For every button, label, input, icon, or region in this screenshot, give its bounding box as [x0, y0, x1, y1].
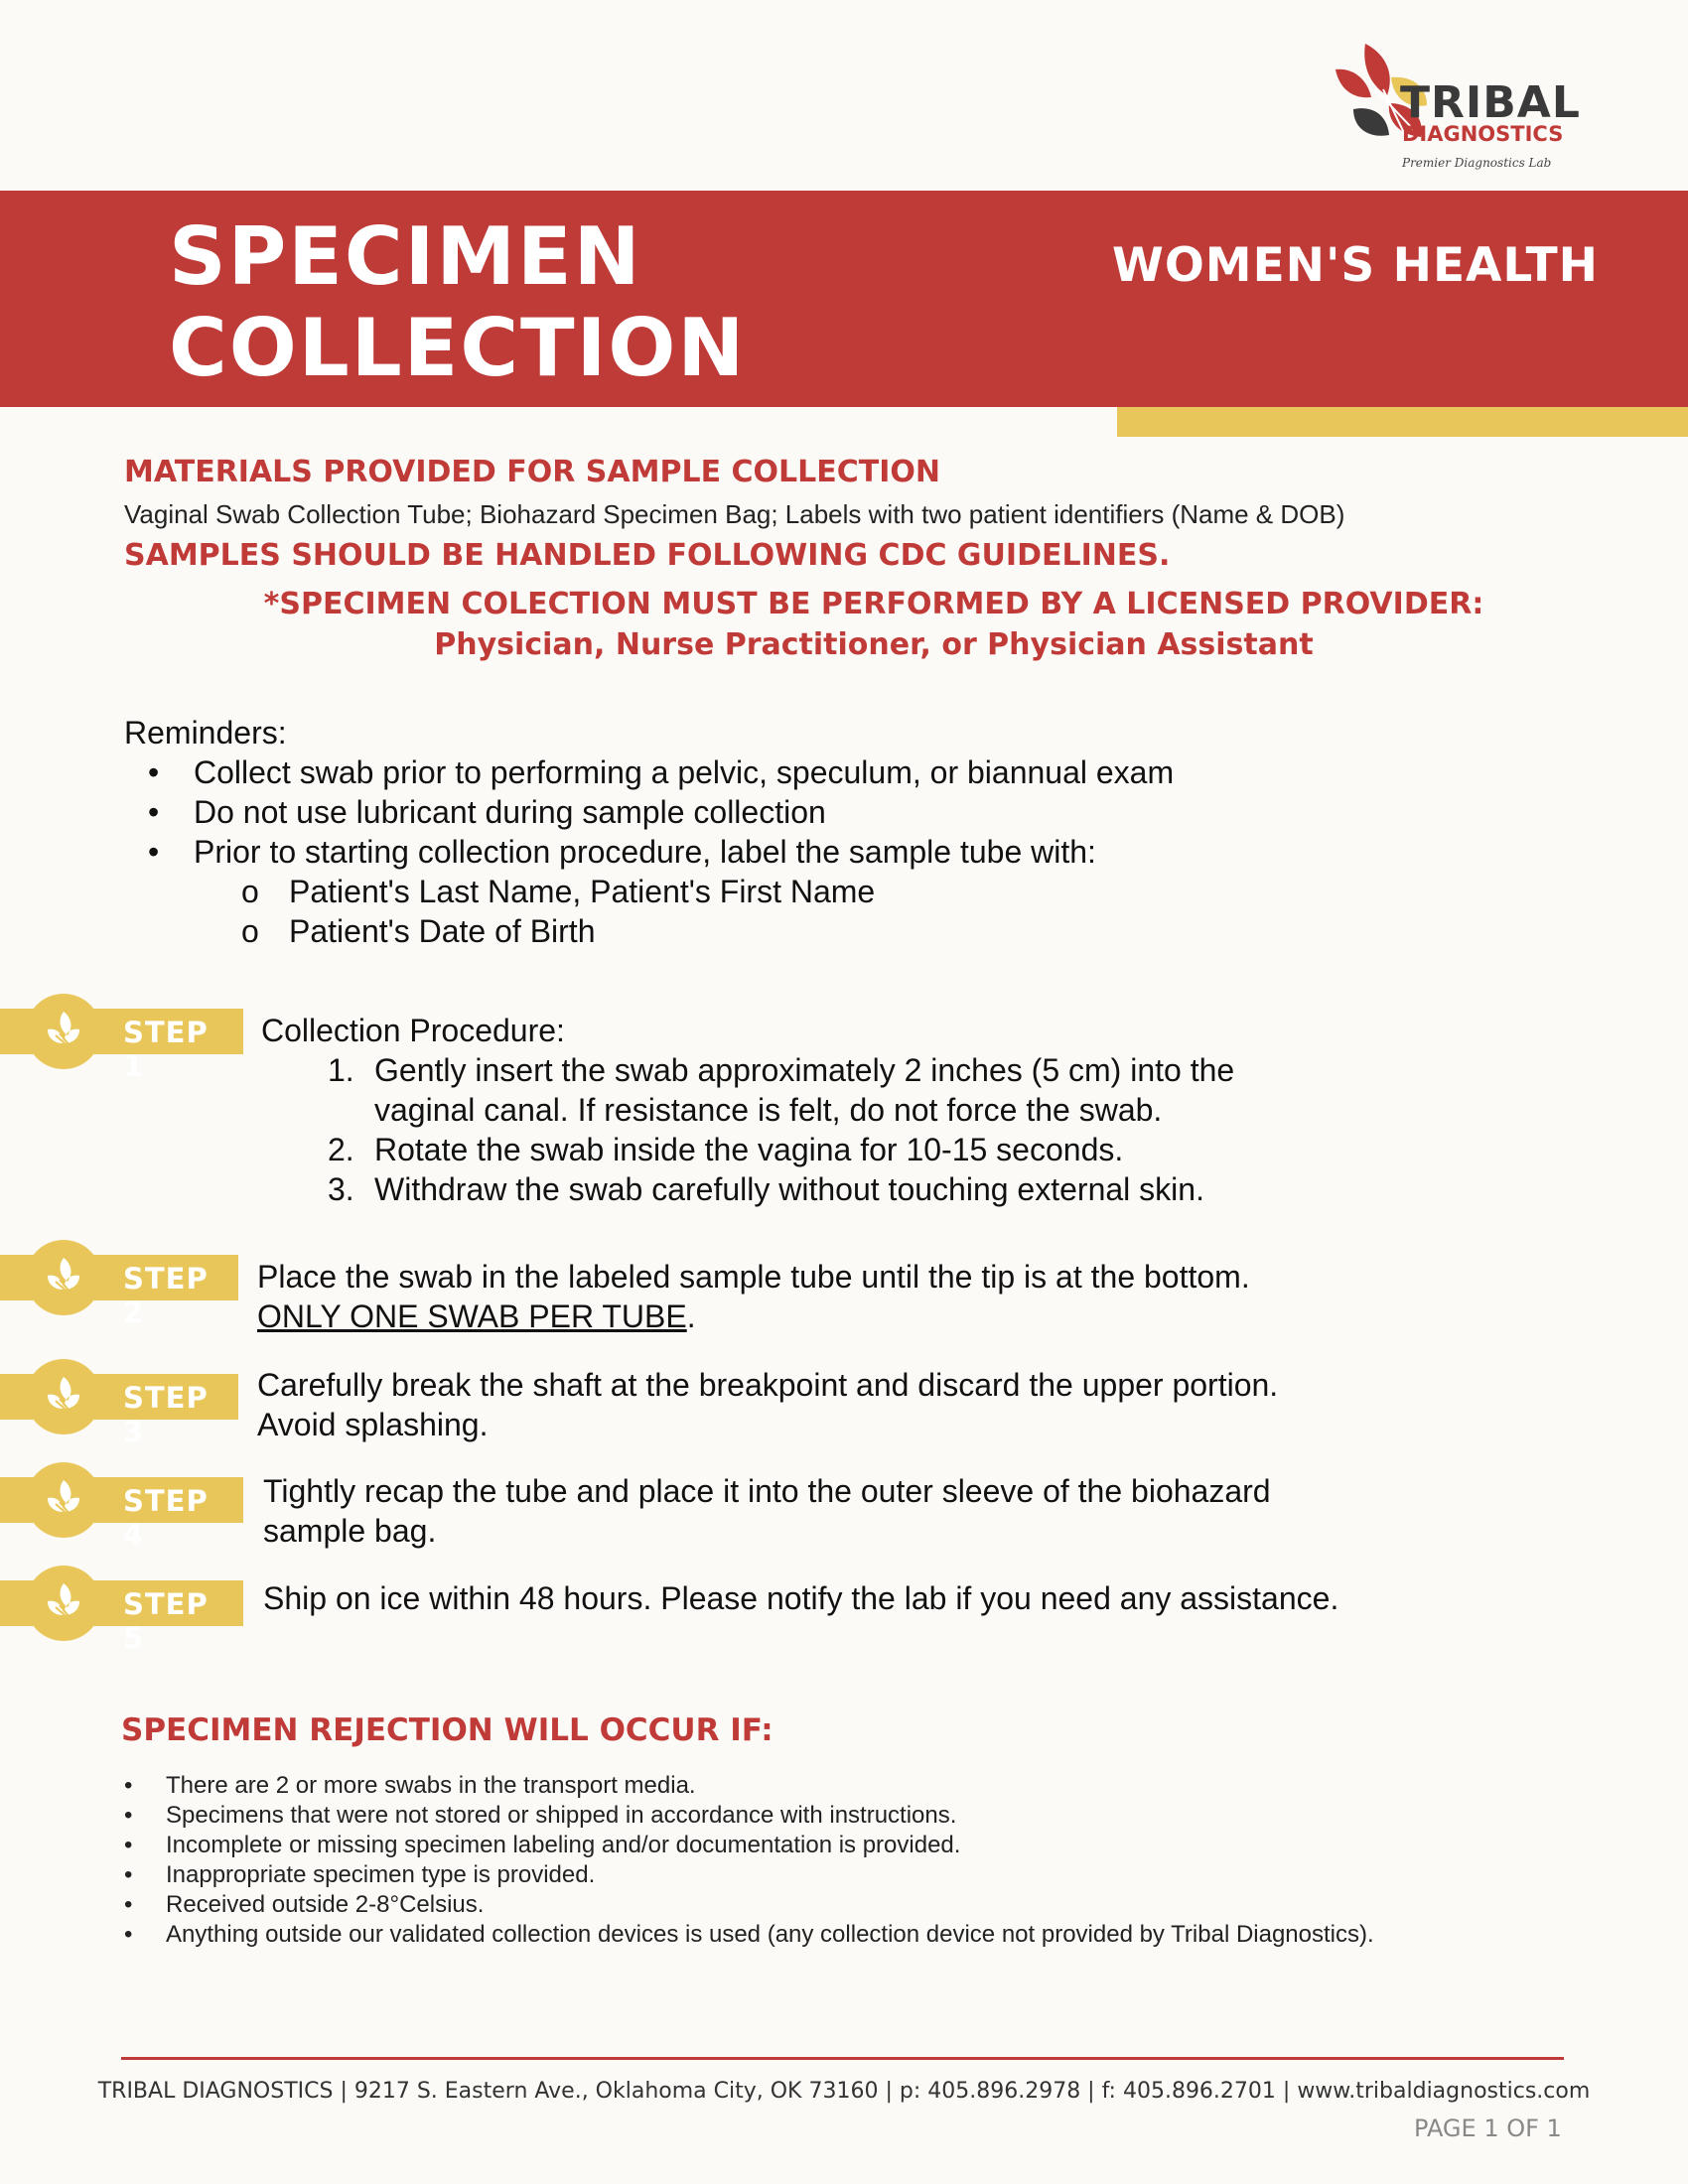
list-item: 1. Gently insert the swab approximately 2 inches (5 cm) into the vaginal canal. If resistance is felt, do not force the swab.	[328, 1052, 1235, 1128]
step-4-line2: sample bag.	[263, 1513, 437, 1549]
sub-list-item: o Patient's Last Name, Patient's First Name	[124, 872, 1174, 911]
step-4-content	[263, 1471, 1271, 1551]
licensed-line2: Physician, Nurse Practitioner, or Physician Assistant	[434, 627, 1314, 662]
step-1-title: Collection Procedure:	[261, 1013, 565, 1048]
reminders-title: Reminders:	[124, 715, 287, 751]
list-item: • Do not use lubricant during sample collection	[124, 792, 1174, 832]
step-2-line1: Place the swab in the labeled sample tube until the tip is at the bottom.	[257, 1259, 1250, 1295]
logo-word-tribal: TRIBAL	[1400, 77, 1581, 128]
page-title-line1: SPECIMEN	[169, 210, 642, 303]
list-item: 2. Rotate the swab inside the vagina for 10-15 seconds.	[328, 1132, 1124, 1167]
footer-contact: TRIBAL DIAGNOSTICS | 9217 S. Eastern Ave., Oklahoma City, OK 73160 | p: 405.896.2978 | f: 405.896.2701 | www.tribaldiagnostics.com	[97, 2079, 1591, 2104]
step-1-label: STEP 1	[123, 1016, 209, 1083]
rejection-list	[124, 1771, 1374, 1950]
materials-text: Vaginal Swab Collection Tube; Biohazard Specimen Bag; Labels with two patient identifiers (Name & DOB)	[124, 499, 1345, 529]
list-item: • Collect swab prior to performing a pelvic, speculum, or biannual exam	[124, 752, 1174, 792]
step-5-content	[263, 1578, 1338, 1618]
cdc-notice: SAMPLES SHOULD BE HANDLED FOLLOWING CDC GUIDELINES.	[124, 538, 1171, 573]
step-4-line1: Tightly recap the tube and place it into the outer sleeve of the biohazard	[263, 1473, 1271, 1509]
sub-list-item: o Patient's Date of Birth	[124, 911, 1174, 951]
list-item: • Inappropriate specimen type is provided.	[124, 1860, 1374, 1890]
leaf-dna-icon	[42, 1478, 85, 1522]
logo-word-diagnostics: DIAGNOSTICS	[1402, 122, 1564, 146]
list-item: • Prior to starting collection procedure, label the sample tube with:	[124, 832, 1174, 872]
list-item: • Specimens that were not stored or shipped in accordance with instructions.	[124, 1801, 1374, 1831]
licensed-provider-notice	[0, 584, 1688, 665]
reminders-section	[124, 713, 1174, 951]
step-5-line1: Ship on ice within 48 hours. Please notify the lab if you need any assistance.	[263, 1580, 1339, 1616]
list-item: • Anything outside our validated collection devices is used (any collection device not provided by Tribal Diagnostics).	[124, 1920, 1374, 1950]
one-swab-notice: ONLY ONE SWAB PER TUBE	[257, 1298, 687, 1334]
page-title	[169, 211, 746, 394]
leaf-dna-icon	[42, 1256, 85, 1299]
licensed-line1: *SPECIMEN COLECTION MUST BE PERFORMED BY A LICENSED PROVIDER:	[263, 587, 1484, 621]
step-4-label: STEP 4	[123, 1484, 209, 1552]
rejection-heading: SPECIMEN REJECTION WILL OCCUR IF:	[121, 1712, 774, 1748]
footer-divider	[121, 2057, 1564, 2060]
step-2-label: STEP 2	[123, 1262, 209, 1329]
list-item: • There are 2 or more swabs in the transport media.	[124, 1771, 1374, 1801]
step-1-content	[261, 1011, 1234, 1209]
list-item: • Received outside 2-8°Celsius.	[124, 1890, 1374, 1920]
leaf-dna-icon	[42, 1375, 85, 1419]
leaf-dna-icon	[42, 1010, 85, 1053]
page-number: PAGE 1 OF 1	[1414, 2115, 1562, 2142]
leaf-dna-icon	[42, 1581, 85, 1625]
page-title-line2: COLLECTION	[169, 302, 747, 394]
header-accent-bar	[1117, 407, 1688, 437]
step-3-content	[257, 1365, 1278, 1444]
list-item: • Incomplete or missing specimen labeling and/or documentation is provided.	[124, 1831, 1374, 1860]
step-2-content: Place the swab in the labeled sample tube until the tip is at the bottom. ONLY ONE SWAB PER TUBE.	[257, 1259, 1250, 1334]
page-subtitle: WOMEN'S HEALTH	[1112, 238, 1599, 293]
logo-tagline: Premier Diagnostics Lab	[1402, 156, 1552, 170]
step-3-line2: Avoid splashing.	[257, 1407, 489, 1442]
list-item: 3. Withdraw the swab carefully without touching external skin.	[328, 1171, 1204, 1207]
step-3-line1: Carefully break the shaft at the breakpoint and discard the upper portion.	[257, 1367, 1279, 1403]
step-5-label: STEP 5	[123, 1587, 209, 1655]
step-3-label: STEP 3	[123, 1381, 209, 1448]
materials-heading: MATERIALS PROVIDED FOR SAMPLE COLLECTION	[124, 455, 941, 489]
